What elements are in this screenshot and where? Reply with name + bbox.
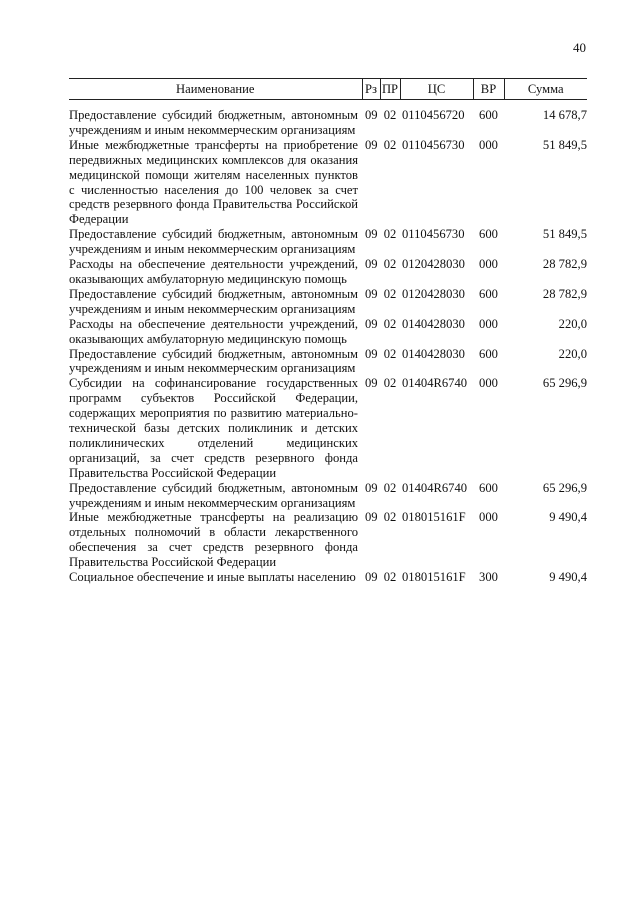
- row-cs: 0110456730: [402, 227, 465, 242]
- header-vr: ВР: [473, 79, 504, 100]
- row-pr: 02: [383, 480, 397, 495]
- header-cs: ЦС: [400, 79, 473, 100]
- table-row: [69, 347, 587, 377]
- table-row: [69, 481, 587, 511]
- row-vr: 000: [479, 257, 498, 272]
- row-sum: 9 490,4: [549, 510, 587, 525]
- table-header: [69, 79, 587, 100]
- row-rz: 09: [365, 108, 378, 122]
- row-name: Предоставление субсидий бюджетным, автономным учреждениям и иным некоммерческим организациям: [69, 227, 358, 257]
- row-name: Предоставление субсидий бюджетным, автономным учреждениям и иным некоммерческим организациям: [69, 480, 358, 510]
- row-vr: 000: [479, 376, 498, 391]
- header-name: Наименование: [69, 79, 362, 100]
- row-pr: 02: [383, 510, 397, 525]
- row-pr: 02: [383, 137, 397, 152]
- row-sum: 65 296,9: [542, 376, 587, 391]
- row-cs: 0120428030: [402, 257, 465, 272]
- row-name: Социальное обеспечение и иные выплаты населению: [69, 570, 356, 585]
- row-rz: 09: [365, 137, 378, 152]
- row-name: Субсидии на софинансирование государственных программ субъектов Российской Федерации, содержащих мероприятия по развитию материально-технической базы детских поликлиник и детских поликлинических отделений медицинских организаций, за счет средств резервного фонда Правительства Российской Федерации: [69, 376, 358, 480]
- row-cs: 018015161F: [402, 570, 466, 585]
- row-sum: 220,0: [558, 316, 587, 331]
- header-sum: Сумма: [504, 79, 587, 100]
- row-vr: 000: [479, 137, 498, 152]
- table-row: [69, 317, 587, 347]
- row-vr: 600: [479, 480, 498, 495]
- row-cs: 0110456720: [402, 108, 465, 122]
- row-rz: 09: [365, 510, 378, 525]
- row-name: Предоставление субсидий бюджетным, автономным учреждениям и иным некоммерческим организациям: [69, 286, 358, 316]
- header-row: [69, 79, 587, 100]
- table-row: [69, 570, 587, 585]
- row-pr: 02: [383, 257, 397, 272]
- table-row: [69, 138, 587, 227]
- row-name: Иные межбюджетные трансферты на приобретение передвижных медицинских комплексов для оказания медицинской помощи жителям населенных пунктов с численностью населения до 100 человек за счет средств резервного фонда Правительства Российской Федерации: [69, 137, 358, 227]
- row-pr: 02: [383, 376, 397, 391]
- row-name: Расходы на обеспечение деятельности учреждений, оказывающих амбулаторную медицинскую помощь: [69, 316, 358, 346]
- row-sum: 220,0: [558, 346, 587, 361]
- row-cs: 01404R6740: [402, 480, 468, 495]
- row-name: Предоставление субсидий бюджетным, автономным учреждениям и иным некоммерческим организациям: [69, 346, 358, 376]
- row-vr: 600: [479, 108, 498, 122]
- row-name: Предоставление субсидий бюджетным, автономным учреждениям и иным некоммерческим организациям: [69, 108, 358, 137]
- row-sum: 65 296,9: [542, 480, 587, 495]
- row-sum: 51 849,5: [542, 227, 587, 242]
- row-vr: 000: [479, 316, 498, 331]
- row-sum: 51 849,5: [542, 137, 587, 152]
- row-rz: 09: [365, 316, 378, 331]
- row-sum: 14 678,7: [542, 108, 587, 122]
- header-rz: Рз: [362, 79, 380, 100]
- row-pr: 02: [383, 286, 397, 301]
- row-cs: 0110456730: [402, 137, 465, 152]
- table-row: [69, 227, 587, 257]
- row-vr: 000: [479, 510, 498, 525]
- row-rz: 09: [365, 346, 378, 361]
- row-rz: 09: [365, 286, 378, 301]
- page-number: 40: [573, 40, 586, 55]
- row-sum: 28 782,9: [542, 286, 587, 301]
- row-pr: 02: [383, 227, 397, 242]
- row-rz: 09: [365, 376, 378, 391]
- row-vr: 300: [479, 570, 498, 585]
- table-row: [69, 287, 587, 317]
- row-pr: 02: [383, 346, 397, 361]
- row-rz: 09: [365, 480, 378, 495]
- row-pr: 02: [383, 108, 397, 122]
- row-vr: 600: [479, 346, 498, 361]
- row-cs: 018015161F: [402, 510, 466, 525]
- table-row: [69, 257, 587, 287]
- row-cs: 0120428030: [402, 286, 465, 301]
- row-name: Иные межбюджетные трансферты на реализацию отдельных полномочий в области лекарственного обеспечения за счет средств резервного фонда Правительства Российской Федерации: [69, 510, 358, 570]
- row-rz: 09: [365, 570, 378, 585]
- row-rz: 09: [365, 257, 378, 272]
- row-cs: 0140428030: [402, 346, 465, 361]
- row-name: Расходы на обеспечение деятельности учреждений, оказывающих амбулаторную медицинскую помощь: [69, 257, 358, 286]
- row-pr: 02: [383, 316, 397, 331]
- row-vr: 600: [479, 227, 498, 242]
- row-rz: 09: [365, 227, 378, 242]
- budget-table: [69, 78, 587, 585]
- table-row: [69, 376, 587, 480]
- row-sum: 9 490,4: [549, 570, 587, 585]
- row-vr: 600: [479, 286, 498, 301]
- row-cs: 01404R6740: [402, 376, 468, 391]
- row-cs: 0140428030: [402, 316, 465, 331]
- table-row: [69, 510, 587, 570]
- row-sum: 28 782,9: [542, 257, 587, 272]
- table-row: [69, 100, 587, 138]
- header-pr: ПР: [380, 79, 400, 100]
- row-pr: 02: [383, 570, 397, 585]
- table-body: [69, 100, 587, 586]
